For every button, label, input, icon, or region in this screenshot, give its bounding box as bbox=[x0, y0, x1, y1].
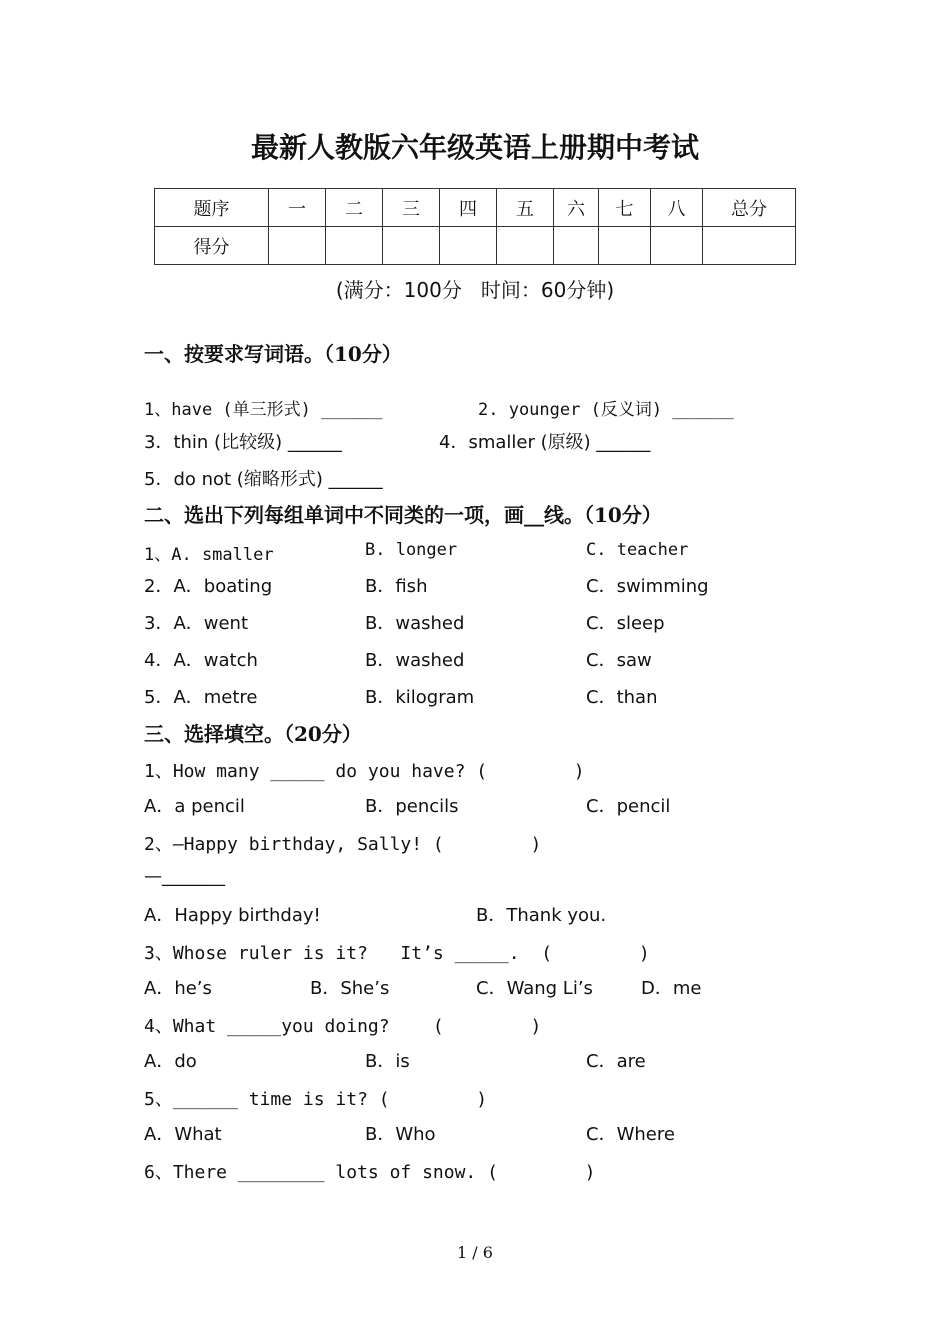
question-text: 3．thin (比较级) ______ bbox=[144, 432, 342, 453]
table-cell: 四 bbox=[440, 189, 497, 227]
page-number: 1 / 6 bbox=[457, 1243, 493, 1262]
score-table-score-row bbox=[155, 227, 796, 265]
section-2-heading: 二、选出下列每组单词中不同类的一项，画__线。（10分） bbox=[144, 503, 662, 527]
option-text: B．kilogram bbox=[365, 687, 475, 708]
question-text: 5．do not (缩略形式) ______ bbox=[144, 469, 383, 490]
option-text: A．he’s bbox=[144, 978, 212, 999]
option-text: 5．A．metre bbox=[144, 687, 258, 708]
question-text: 5、______ time is it? ( ) bbox=[144, 1089, 488, 1110]
section-1-heading: 一、按要求写词语。（10分） bbox=[144, 342, 402, 366]
option-text: D．me bbox=[641, 978, 702, 999]
score-cell[interactable] bbox=[440, 227, 497, 265]
question-text: 6、There ________ lots of snow. ( ) bbox=[144, 1162, 596, 1183]
question-text: 2. younger (反义词) ______ bbox=[478, 400, 734, 420]
option-text: C．are bbox=[586, 1051, 646, 1072]
table-cell: 总分 bbox=[703, 189, 796, 227]
option-text: B．fish bbox=[365, 576, 428, 597]
table-cell: 五 bbox=[497, 189, 554, 227]
option-text: C．sleep bbox=[586, 613, 665, 634]
score-cell[interactable] bbox=[383, 227, 440, 265]
option-text: 4．A．watch bbox=[144, 650, 258, 671]
option-text: B．She’s bbox=[310, 978, 390, 999]
option-text: A．do bbox=[144, 1051, 197, 1072]
table-cell: 七 bbox=[599, 189, 651, 227]
score-cell[interactable] bbox=[703, 227, 796, 265]
table-cell: 一 bbox=[269, 189, 326, 227]
score-table-header-row bbox=[155, 189, 796, 227]
option-text: 2．A．boating bbox=[144, 576, 273, 597]
option-text: B．Who bbox=[365, 1124, 436, 1145]
option-text: C．swimming bbox=[586, 576, 709, 597]
question-text: 4、What _____you doing? ( ) bbox=[144, 1016, 542, 1037]
option-text: B．pencils bbox=[365, 796, 459, 817]
question-text: 2、—Happy birthday, Sally! ( ) bbox=[144, 834, 542, 855]
table-cell: 六 bbox=[554, 189, 599, 227]
table-cell: 二 bbox=[326, 189, 383, 227]
option-text: A．Happy birthday! bbox=[144, 905, 321, 926]
option-text: A．a pencil bbox=[144, 796, 245, 817]
score-cell[interactable] bbox=[497, 227, 554, 265]
option-text: 1、A. smaller bbox=[144, 545, 274, 565]
option-text: 3．A．went bbox=[144, 613, 249, 634]
option-text: C．than bbox=[586, 687, 658, 708]
score-cell[interactable] bbox=[651, 227, 703, 265]
option-text: C．Where bbox=[586, 1124, 675, 1145]
score-table bbox=[154, 188, 796, 265]
table-cell: 题序 bbox=[155, 189, 269, 227]
score-cell[interactable] bbox=[269, 227, 326, 265]
option-text: C．saw bbox=[586, 650, 652, 671]
option-text: B．washed bbox=[365, 613, 465, 634]
option-text: B．Thank you. bbox=[476, 905, 607, 926]
table-cell: 三 bbox=[383, 189, 440, 227]
score-cell[interactable] bbox=[554, 227, 599, 265]
option-text: C．Wang Li’s bbox=[476, 978, 593, 999]
option-text: B．washed bbox=[365, 650, 465, 671]
option-text: B. longer bbox=[365, 540, 458, 560]
option-text: C. teacher bbox=[586, 540, 689, 560]
option-text: A．What bbox=[144, 1124, 222, 1145]
question-text: 4．smaller (原级) ______ bbox=[439, 432, 651, 453]
page-title: 最新人教版六年级英语上册期中考试 bbox=[250, 131, 699, 164]
section-3-heading: 三、选择填空。（20分） bbox=[144, 722, 362, 746]
question-text: 3、Whose ruler is it? It’s _____. ( ) bbox=[144, 943, 650, 964]
score-cell[interactable] bbox=[599, 227, 651, 265]
table-cell: 得分 bbox=[155, 227, 269, 265]
score-cell[interactable] bbox=[326, 227, 383, 265]
question-text: 1、have (单三形式) ______ bbox=[144, 400, 383, 420]
option-text: C．pencil bbox=[586, 796, 671, 817]
option-text: B．is bbox=[365, 1051, 410, 1072]
table-cell: 八 bbox=[651, 189, 703, 227]
exam-meta: (满分：100分 时间：60分钟) bbox=[335, 278, 615, 302]
question-text: 1、How many _____ do you have? ( ) bbox=[144, 761, 585, 782]
answer-line: —_______ bbox=[144, 866, 225, 887]
